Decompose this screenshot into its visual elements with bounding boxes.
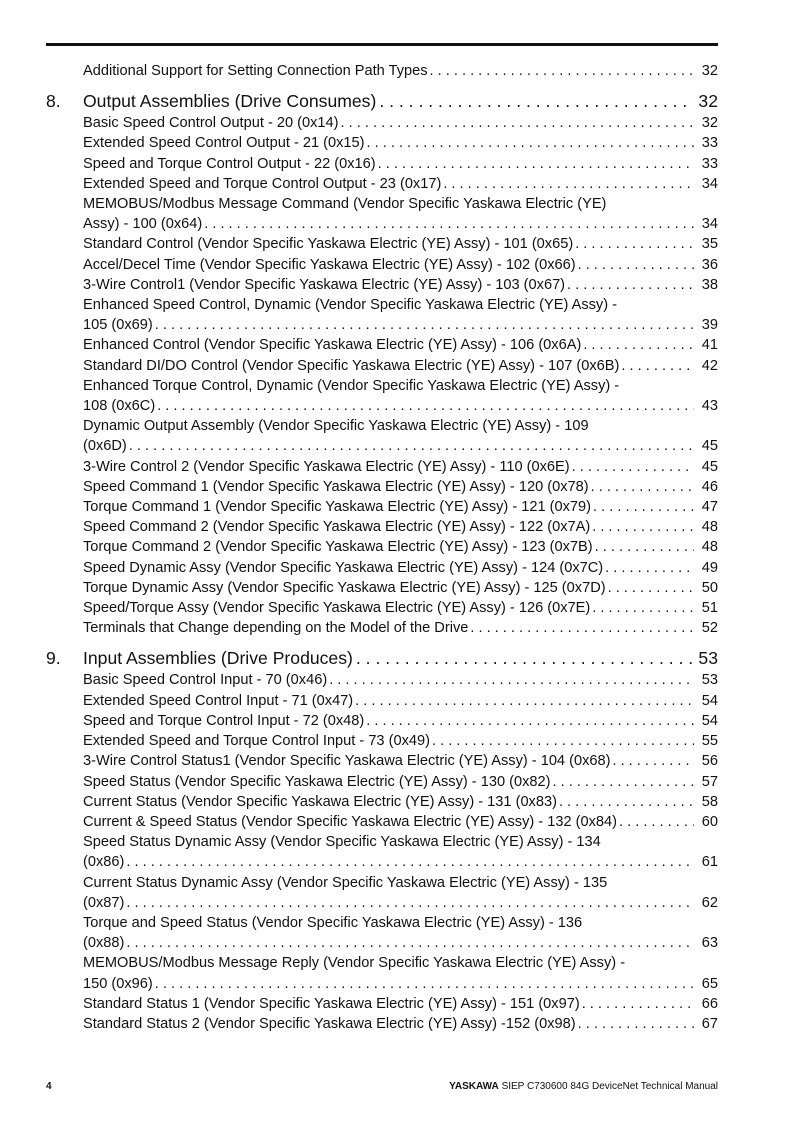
toc-entry-row <box>83 812 718 832</box>
dot-leader <box>606 578 694 598</box>
toc-entry-title: Speed and Torque Control Output - 22 (0x16) <box>83 155 376 172</box>
toc-entry-row <box>83 275 718 295</box>
dot-leader <box>570 457 694 477</box>
toc-entry[interactable] <box>83 772 718 792</box>
header-rule <box>46 43 718 46</box>
toc-entry[interactable] <box>83 558 718 578</box>
toc-entry[interactable] <box>83 913 718 953</box>
toc-entry-title: Extended Speed and Torque Control Output - 23 (0x17) <box>83 175 442 192</box>
toc-entry-row <box>83 113 718 133</box>
dot-leader <box>153 974 694 994</box>
toc-entry-title: 105 (0x69) <box>83 317 153 334</box>
toc-entry-title: 3-Wire Control Status1 (Vendor Specific Yaskawa Electric (YE) Assy) - 104 (0x68) <box>83 753 611 770</box>
toc-entry-title-line1: MEMOBUS/Modbus Message Command (Vendor Specific Yaskawa Electric (YE) <box>83 196 607 213</box>
toc-entry-title: Speed Status (Vendor Specific Yaskawa Electric (YE) Assy) - 130 (0x82) <box>83 773 551 790</box>
toc-entry[interactable] <box>83 618 718 638</box>
toc-entry-page: 38 <box>701 276 718 293</box>
toc-entry[interactable] <box>83 497 718 517</box>
dot-leader <box>557 792 694 812</box>
toc-entry-title: Torque Dynamic Assy (Vendor Specific Yaskawa Electric (YE) Assy) - 125 (0x7D) <box>83 579 606 596</box>
toc-entry-page: 66 <box>701 995 718 1012</box>
dot-leader <box>589 477 694 497</box>
toc-entry[interactable] <box>83 61 718 81</box>
toc-entry-page: 51 <box>701 600 718 617</box>
toc-entry-row <box>83 457 718 477</box>
dot-leader <box>617 812 694 832</box>
toc-entry-page: 45 <box>701 438 718 455</box>
toc-entry-page: 33 <box>701 135 718 152</box>
dot-leader <box>576 255 694 275</box>
toc-entry-row <box>83 335 718 355</box>
toc-entry[interactable] <box>83 751 718 771</box>
toc-entry-page: 45 <box>701 458 718 475</box>
dot-leader <box>353 691 694 711</box>
toc-entry-page: 55 <box>701 733 718 750</box>
toc-entry-page: 39 <box>701 317 718 334</box>
dot-leader <box>153 315 694 335</box>
toc-entry[interactable] <box>83 376 718 416</box>
toc-entry-row <box>83 558 718 578</box>
toc-entry-page: 34 <box>701 216 718 233</box>
dot-leader <box>441 174 694 194</box>
toc-entry-title: Extended Speed Control Output - 21 (0x15) <box>83 135 365 152</box>
toc-entry-title-line1: Enhanced Speed Control, Dynamic (Vendor Specific Yaskawa Electric (YE) Assy) - <box>83 297 617 314</box>
section-title: Input Assemblies (Drive Produces) <box>83 648 353 669</box>
toc-entry-title: 108 (0x6C) <box>83 398 156 415</box>
toc-entry-title: Accel/Decel Time (Vendor Specific Yaskawa Electric (YE) Assy) - 102 (0x66) <box>83 256 576 273</box>
toc-entry-title: 3-Wire Control 2 (Vendor Specific Yaskawa Electric (YE) Assy) - 110 (0x6E) <box>83 458 570 475</box>
toc-entry-title: Basic Speed Control Input - 70 (0x46) <box>83 672 328 689</box>
toc-entry[interactable] <box>83 234 718 254</box>
toc-entry[interactable] <box>83 255 718 275</box>
toc-entry[interactable] <box>83 133 718 153</box>
toc-entry-title: Terminals that Change depending on the Model of the Drive <box>83 620 469 637</box>
toc-entry[interactable] <box>83 873 718 913</box>
dot-leader <box>550 772 694 792</box>
toc-entry[interactable] <box>83 517 718 537</box>
toc-entry-title-line1: Torque and Speed Status (Vendor Specific Yaskawa Electric (YE) Assy) - 136 <box>83 914 583 931</box>
toc-entry-page: 63 <box>701 935 718 952</box>
toc-entry-page: 32 <box>701 115 718 132</box>
toc-entry-title: Standard Control (Vendor Specific Yaskawa Electric (YE) Assy) - 101 (0x65) <box>83 236 574 253</box>
toc-entry[interactable] <box>83 275 718 295</box>
toc-section-heading[interactable] <box>46 89 718 113</box>
dot-leader <box>619 356 694 376</box>
dot-leader <box>591 497 694 517</box>
dot-leader <box>202 214 694 234</box>
toc-entry-row <box>83 315 718 335</box>
toc-entry-title: Standard DI/DO Control (Vendor Specific Yaskawa Electric (YE) Assy) - 107 (0x6B) <box>83 357 620 374</box>
toc-entry-row <box>83 497 718 517</box>
toc-entry-page: 54 <box>701 692 718 709</box>
table-of-contents <box>46 61 718 1034</box>
dot-leader <box>580 994 694 1014</box>
toc-entry-row <box>83 477 718 497</box>
toc-entry-page: 67 <box>701 1015 718 1032</box>
toc-entry-row <box>83 974 718 994</box>
toc-entry-title-line1: Enhanced Torque Control, Dynamic (Vendor Specific Yaskawa Electric (YE) Assy) - <box>83 377 620 394</box>
dot-leader <box>428 61 694 81</box>
toc-entry-page: 56 <box>701 753 718 770</box>
toc-entry-row <box>83 731 718 751</box>
toc-entry-title-line1: Speed Status Dynamic Assy (Vendor Specific Yaskawa Electric (YE) Assy) - 134 <box>83 834 601 851</box>
toc-entry-row <box>83 537 718 557</box>
toc-entry[interactable] <box>83 356 718 376</box>
toc-entry-row <box>83 578 718 598</box>
dot-leader <box>364 711 694 731</box>
toc-entry-row <box>83 214 718 234</box>
toc-entry[interactable] <box>83 578 718 598</box>
dot-leader <box>603 558 694 578</box>
toc-entry-row <box>83 933 718 953</box>
dot-leader <box>353 646 693 670</box>
toc-entry-page: 62 <box>701 894 718 911</box>
toc-entry-page: 61 <box>701 854 718 871</box>
toc-entry-row <box>83 711 718 731</box>
toc-entry-title: Additional Support for Setting Connection Path Types <box>83 63 428 79</box>
dot-leader <box>327 670 694 690</box>
toc-entry-page: 50 <box>701 579 718 596</box>
dot-leader <box>590 517 694 537</box>
toc-entry-page: 58 <box>701 793 718 810</box>
toc-entry-title-line1: Dynamic Output Assembly (Vendor Specific Yaskawa Electric (YE) Assy) - 109 <box>83 418 589 435</box>
toc-entry-row <box>83 356 718 376</box>
toc-entry-title: Current & Speed Status (Vendor Specific Yaskawa Electric (YE) Assy) - 132 (0x84) <box>83 813 617 830</box>
toc-entry[interactable] <box>83 792 718 812</box>
toc-entry-page: 47 <box>701 499 718 516</box>
toc-entry-title: Extended Speed Control Input - 71 (0x47) <box>83 692 354 709</box>
toc-entry-page: 36 <box>701 256 718 273</box>
toc-entry[interactable] <box>83 113 718 133</box>
toc-entry-row <box>83 691 718 711</box>
dot-leader <box>339 113 694 133</box>
section-number: 9. <box>46 648 61 669</box>
toc-entry-title: Speed Dynamic Assy (Vendor Specific Yaskawa Electric (YE) Assy) - 124 (0x7C) <box>83 559 604 576</box>
toc-entry-row <box>83 234 718 254</box>
toc-entry-page: 46 <box>701 478 718 495</box>
toc-entry-page: 49 <box>701 559 718 576</box>
dot-leader <box>124 893 694 913</box>
toc-entry[interactable] <box>83 832 718 872</box>
toc-entry-row <box>83 133 718 153</box>
toc-entry-page: 52 <box>701 620 718 637</box>
toc-entry-row <box>83 255 718 275</box>
toc-entry-title: Basic Speed Control Output - 20 (0x14) <box>83 115 339 132</box>
toc-entry-title: Assy) - 100 (0x64) <box>83 216 203 233</box>
toc-entry-row <box>83 436 718 456</box>
toc-entry-title: 150 (0x96) <box>83 975 153 992</box>
toc-entry[interactable] <box>83 953 718 993</box>
toc-entry[interactable] <box>83 731 718 751</box>
toc-entry-title: Speed and Torque Control Input - 72 (0x48) <box>83 712 365 729</box>
manual-title <box>449 1081 718 1092</box>
dot-leader <box>365 133 694 153</box>
toc-entry-page: 32 <box>701 63 718 79</box>
toc-entry[interactable] <box>83 335 718 355</box>
toc-entry-row <box>83 396 718 416</box>
dot-leader <box>610 751 694 771</box>
toc-entry-page: 42 <box>701 357 718 374</box>
toc-entry-page: 57 <box>701 773 718 790</box>
toc-entry[interactable] <box>83 994 718 1014</box>
toc-entry-title: 3-Wire Control1 (Vendor Specific Yaskawa Electric (YE) Assy) - 103 (0x67) <box>83 276 566 293</box>
toc-entry-row <box>83 792 718 812</box>
toc-entry[interactable] <box>83 154 718 174</box>
toc-entry[interactable] <box>83 457 718 477</box>
toc-entry-title: (0x87) <box>83 894 125 911</box>
toc-entry-page: 65 <box>701 975 718 992</box>
section-title: Output Assemblies (Drive Consumes) <box>83 91 377 112</box>
toc-entry[interactable] <box>83 670 718 690</box>
toc-entry[interactable] <box>83 174 718 194</box>
toc-entry-title: (0x88) <box>83 935 125 952</box>
toc-entry-row <box>83 670 718 690</box>
dot-leader <box>124 933 694 953</box>
toc-entry-title: Extended Speed and Torque Control Input - 73 (0x49) <box>83 733 430 750</box>
toc-entry[interactable] <box>83 598 718 618</box>
toc-entry-row <box>83 772 718 792</box>
toc-entry-row <box>83 154 718 174</box>
toc-entry-row <box>83 1014 718 1034</box>
toc-entry-page: 34 <box>701 175 718 192</box>
toc-entry-row <box>83 61 718 81</box>
toc-entry-title: Current Status (Vendor Specific Yaskawa Electric (YE) Assy) - 131 (0x83) <box>83 793 557 810</box>
toc-entry-title: Standard Status 1 (Vendor Specific Yaskawa Electric (YE) Assy) - 151 (0x97) <box>83 995 580 1012</box>
page-number: 4 <box>46 1081 52 1092</box>
dot-leader <box>376 89 692 113</box>
toc-entry[interactable] <box>83 416 718 456</box>
section-page: 32 <box>698 91 718 112</box>
dot-leader <box>590 598 694 618</box>
toc-entry[interactable] <box>83 812 718 832</box>
toc-entry-row <box>83 893 718 913</box>
toc-entry-title: Torque Command 1 (Vendor Specific Yaskawa Electric (YE) Assy) - 121 (0x79) <box>83 499 592 516</box>
dot-leader <box>430 731 694 751</box>
dot-leader <box>124 852 694 872</box>
toc-entry-title-line1: Current Status Dynamic Assy (Vendor Specific Yaskawa Electric (YE) Assy) - 135 <box>83 874 608 891</box>
dot-leader <box>155 396 694 416</box>
toc-entry[interactable] <box>83 194 718 234</box>
toc-entry-title: Enhanced Control (Vendor Specific Yaskawa Electric (YE) Assy) - 106 (0x6A) <box>83 337 582 354</box>
toc-entry-title: (0x86) <box>83 854 125 871</box>
toc-entry-page: 35 <box>701 236 718 253</box>
toc-entry-page: 33 <box>701 155 718 172</box>
dot-leader <box>376 154 694 174</box>
toc-entry[interactable] <box>83 1014 718 1034</box>
toc-entry[interactable] <box>83 691 718 711</box>
toc-entry-row <box>83 751 718 771</box>
toc-entry-page: 60 <box>701 813 718 830</box>
brand-name: YASKAWA <box>449 1081 499 1092</box>
toc-entry[interactable] <box>83 477 718 497</box>
dot-leader <box>573 234 694 254</box>
toc-entry-title: Speed Command 1 (Vendor Specific Yaskawa Electric (YE) Assy) - 120 (0x78) <box>83 478 589 495</box>
toc-entry[interactable] <box>83 711 718 731</box>
manual-title-text: SIEP C730600 84G DeviceNet Technical Manual <box>501 1081 718 1092</box>
toc-entry[interactable] <box>83 537 718 557</box>
toc-entry-title: Speed/Torque Assy (Vendor Specific Yaskawa Electric (YE) Assy) - 126 (0x7E) <box>83 600 591 617</box>
toc-entry-page: 48 <box>701 539 718 556</box>
toc-entry-title: Speed Command 2 (Vendor Specific Yaskawa Electric (YE) Assy) - 122 (0x7A) <box>83 519 591 536</box>
toc-entry-title-line1: MEMOBUS/Modbus Message Reply (Vendor Specific Yaskawa Electric (YE) Assy) - <box>83 955 626 972</box>
toc-entry-page: 48 <box>701 519 718 536</box>
dot-leader <box>581 335 694 355</box>
toc-entry-page: 53 <box>701 672 718 689</box>
toc-entry-title: Torque Command 2 (Vendor Specific Yaskawa Electric (YE) Assy) - 123 (0x7B) <box>83 539 593 556</box>
toc-entry-row <box>83 618 718 638</box>
dot-leader <box>468 618 694 638</box>
section-page: 53 <box>698 648 718 669</box>
toc-entry-row <box>83 852 718 872</box>
dot-leader <box>565 275 694 295</box>
dot-leader <box>127 436 694 456</box>
toc-entry-page: 54 <box>701 712 718 729</box>
toc-section-heading[interactable] <box>46 646 718 670</box>
dot-leader <box>593 537 694 557</box>
toc-entry-row <box>83 994 718 1014</box>
toc-entry-row <box>83 517 718 537</box>
toc-entry-page: 43 <box>701 398 718 415</box>
toc-entry-row <box>83 598 718 618</box>
toc-entry-title: Standard Status 2 (Vendor Specific Yaskawa Electric (YE) Assy) -152 (0x98) <box>83 1015 576 1032</box>
toc-entry-page: 41 <box>701 337 718 354</box>
toc-entry-row <box>83 174 718 194</box>
dot-leader <box>576 1014 694 1034</box>
toc-entry-title: (0x6D) <box>83 438 127 455</box>
section-number: 8. <box>46 91 61 112</box>
toc-entry[interactable] <box>83 295 718 335</box>
